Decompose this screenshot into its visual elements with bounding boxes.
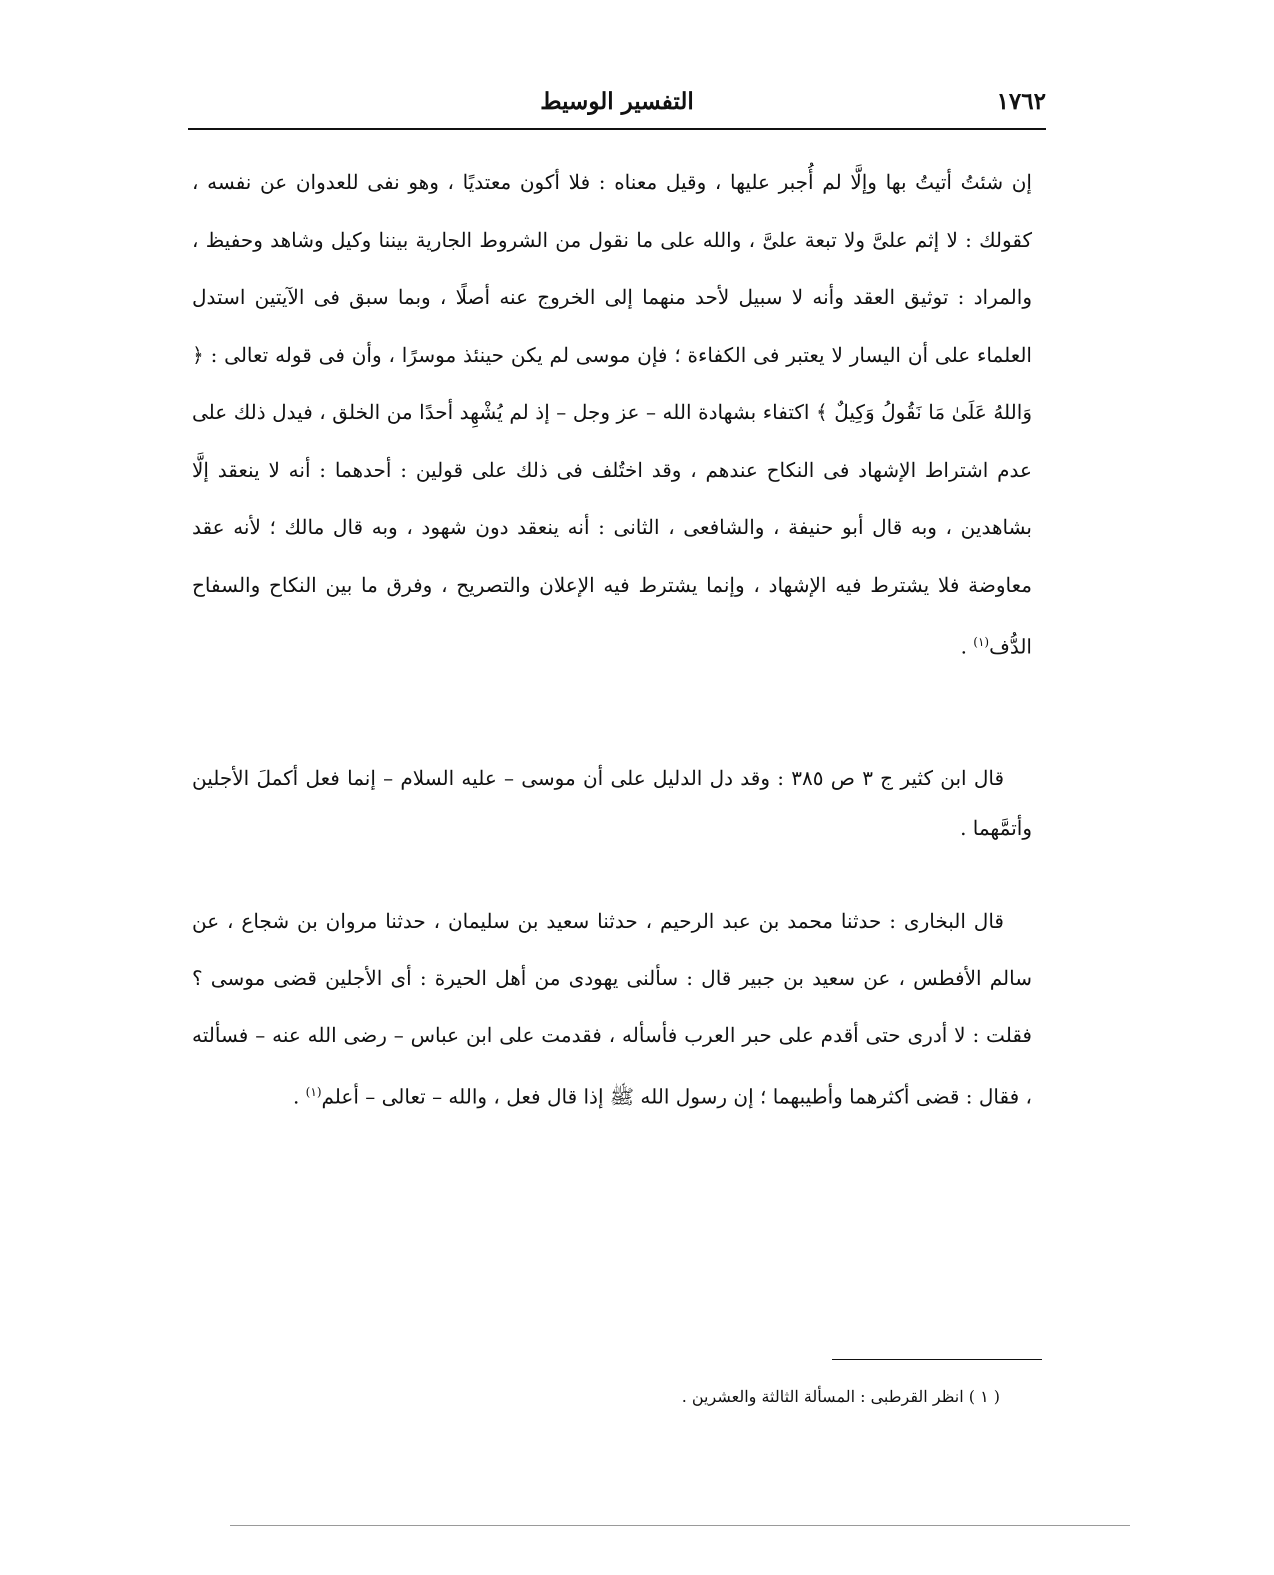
footnote: ( ١ ) انظر القرطبى : المسألة الثالثة والعشرين .	[681, 1387, 1000, 1406]
paragraph-commentary-text: إن شئتُ أتيتُ بها وإلَّا لم أُجبر عليها ، وقيل معناه : فلا أكون معتديًا ، وهو نفى للعدوان عن نفسه ، كقولك : لا إثم علىَّ ولا تبعة علىَّ ، والله على ما نقول من الشروط الجارية بيننا وكيل وشاهد وحفيظ ، والمراد : توثيق العقد وأنه لا سبيل لأحد منهما إلى الخروج عنه أصلًا ، وبما سبق فى الآيتين استدل العلماء على أن اليسار لا يعتبر فى الكفاءة ؛ فإن موسى لم يكن حينئذ موسرًا ، وأن فى قوله تعالى : ﴿ وَاللهُ عَلَىٰ مَا نَقُولُ وَكِيلٌ ﴾ اكتفاء بشهادة الله – عز وجل – إذ لم يُشْهِد أحدًا من الخلق ، فيدل ذلك على عدم اشتراط الإشهاد فى النكاح عندهم ، وقد اختُلف فى ذلك على قولين : أحدهما : أنه لا ينعقد إلَّا بشاهدين ، وبه قال أبو حنيفة ، والشافعى ، الثانى : أنه ينعقد دون شهود ، وبه قال مالك ؛ لأنه عقد معاوضة فلا يشترط فيه الإشهاد ، وإنما يشترط فيه الإعلان والتصريح ، وفرق ما بين النكاح والسفاح الدُّف	[192, 170, 1032, 659]
page-number: ١٧٦٢	[996, 88, 1046, 115]
paragraph-commentary	[192, 154, 1032, 676]
footnote-ref: (١)	[305, 1085, 322, 1099]
page-header	[188, 84, 1046, 124]
scan-edge-line	[230, 1525, 1130, 1526]
paragraph-bukhari	[192, 893, 1032, 1126]
paragraph-bukhari-text: قال البخارى : حدثنا محمد بن عبد الرحيم ، حدثنا سعيد بن سليمان ، حدثنا مروان بن شجاع ، عن سالم الأفطس ، عن سعيد بن جبير قال : سألنى يهودى من أهل الحيرة : أى الأجلين قضى موسى ؟ فقلت : لا أدرى حتى أقدم على حبر العرب فأسأله ، فقدمت على ابن عباس – رضى الله عنه – فسألته ، فقال : قضى أكثرهما وأطيبهما ؛ إن رسول الله ﷺ إذا قال فعل ، والله – تعالى – أعلم	[192, 909, 1032, 1109]
paragraph-end: .	[292, 1084, 306, 1109]
paragraph-end: .	[960, 634, 974, 659]
paragraph-ibn-kathir: قال ابن كثير ج ٣ ص ٣٨٥ : وقد دل الدليل على أن موسى – عليه السلام – إنما فعل أكملَ الأجلين وأتمَّهما .	[192, 766, 1032, 840]
footnote-rule	[832, 1359, 1042, 1360]
header-rule	[188, 128, 1046, 130]
footnote-ref: (١)	[973, 635, 990, 649]
running-title: التفسير الوسيط	[540, 88, 694, 115]
